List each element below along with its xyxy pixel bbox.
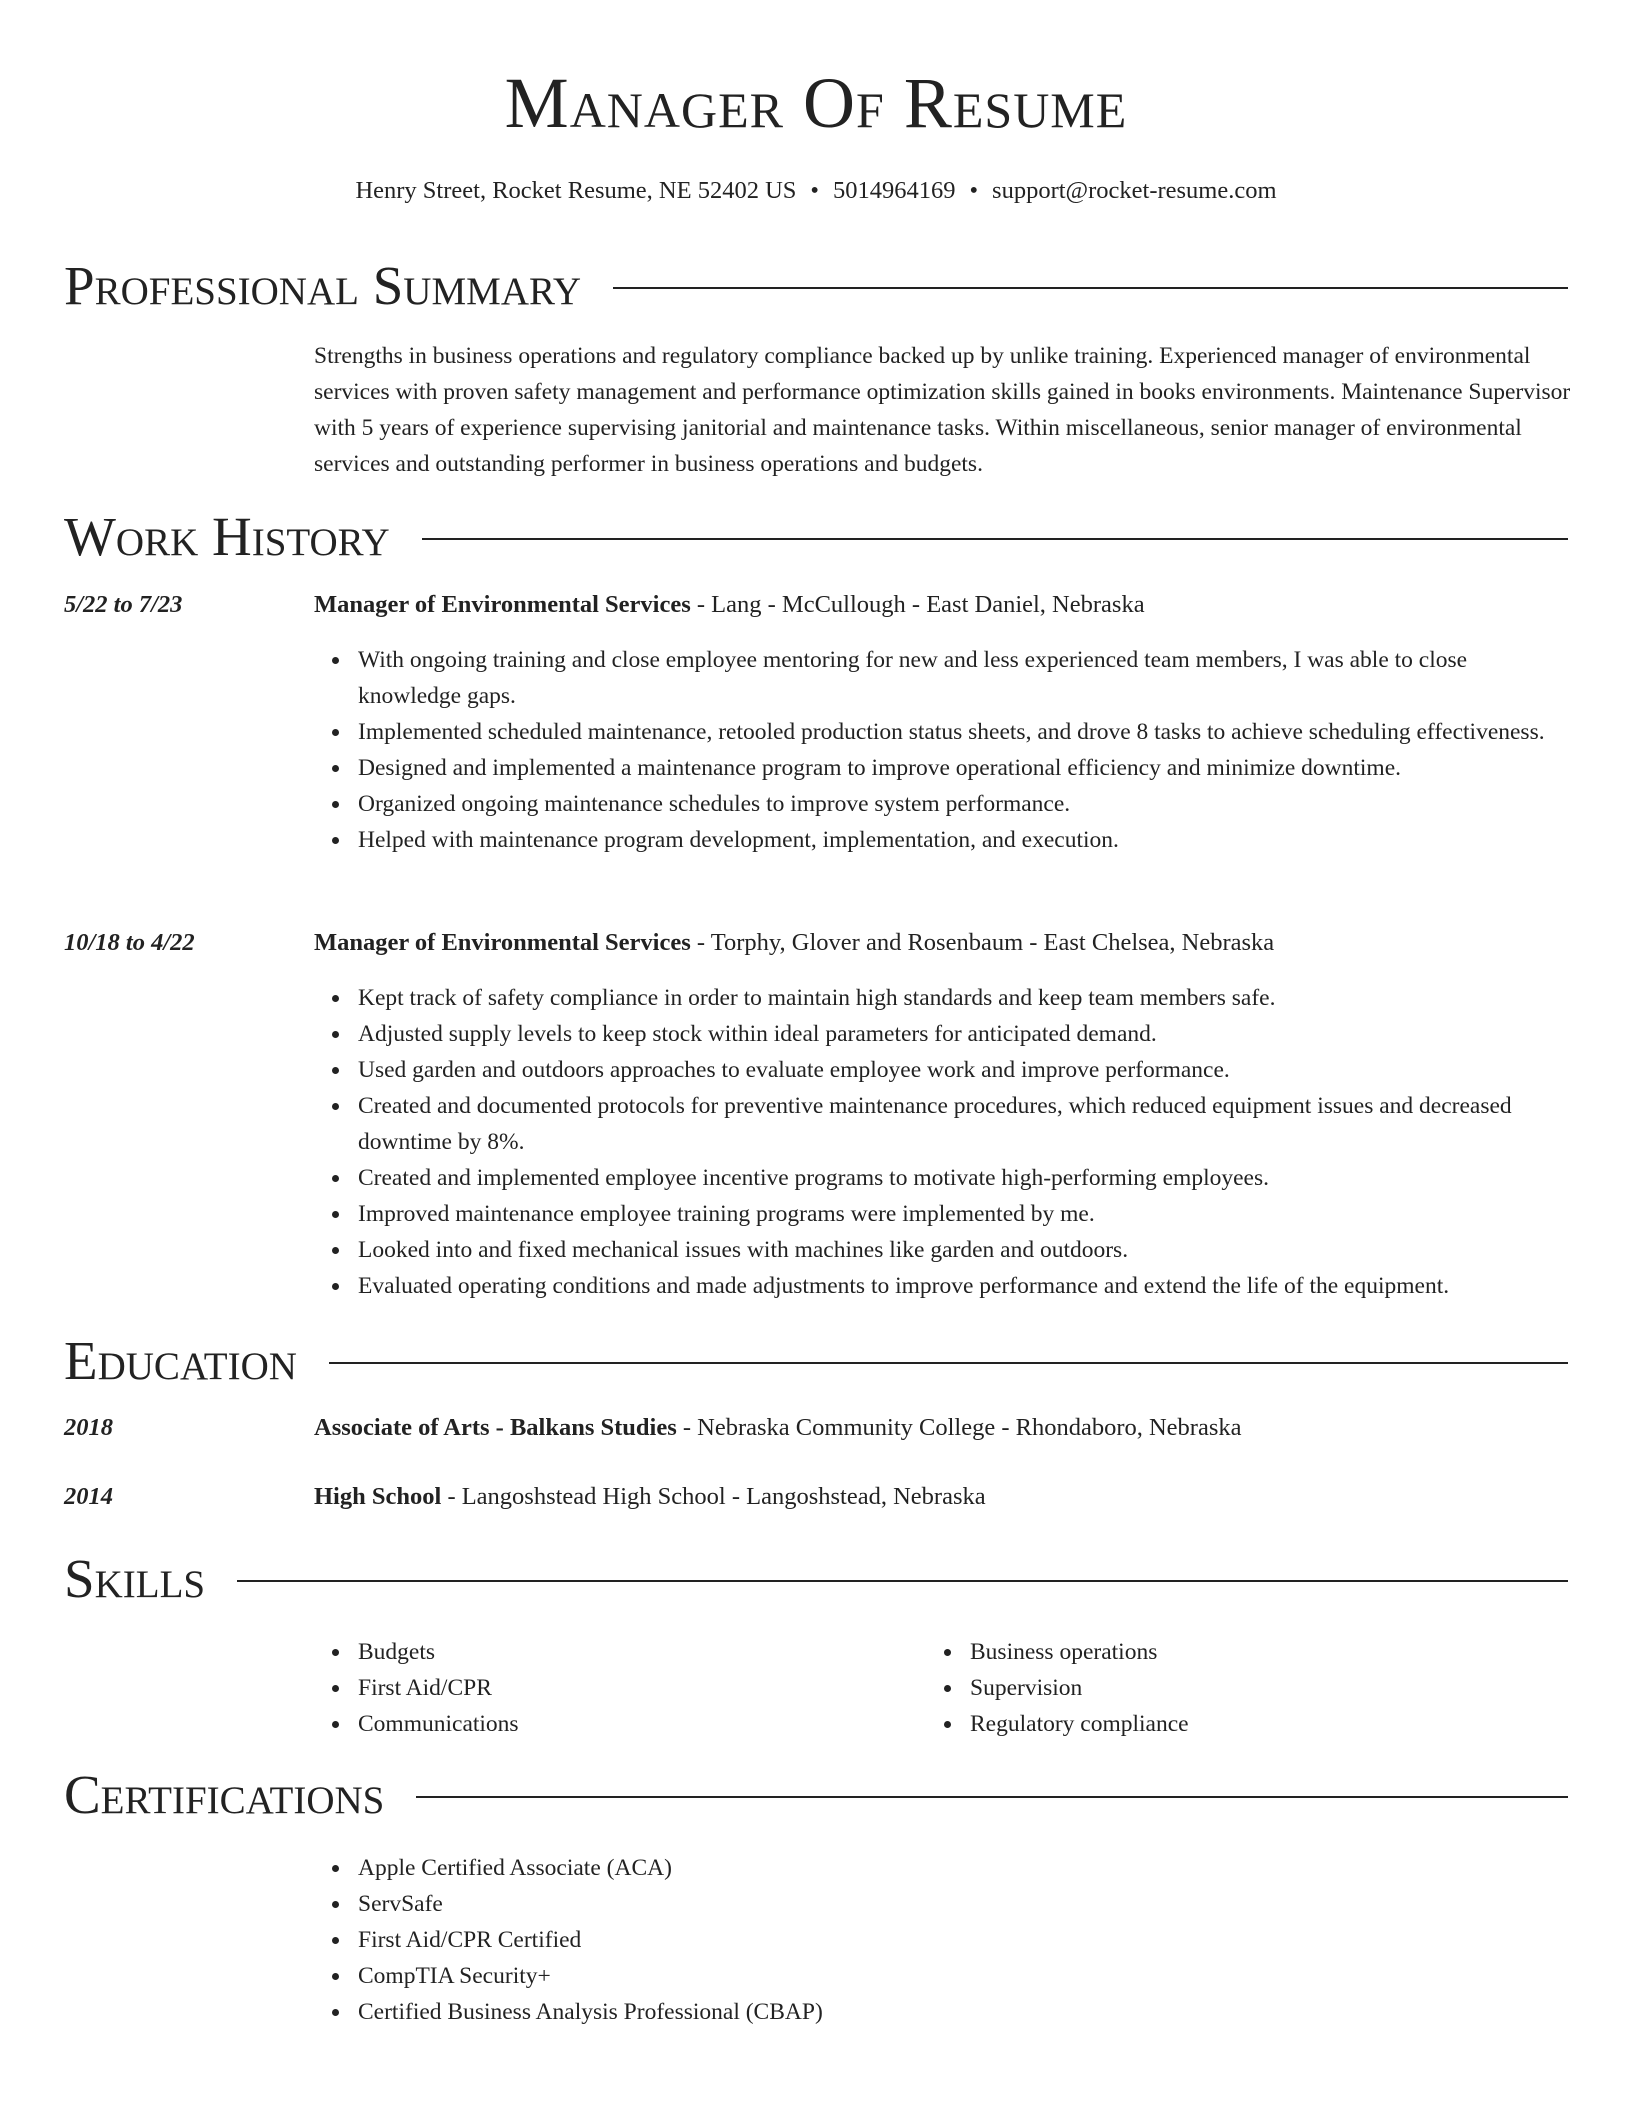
list-item: Looked into and fixed mechanical issues with machines like garden and outdoors. — [358, 1232, 1576, 1268]
certification-item: CompTIA Security+ — [358, 1958, 1576, 1994]
section-title-summary: Professional Summary — [64, 255, 582, 316]
section-divider — [329, 1362, 1568, 1364]
job-role: Manager of Environmental Services — [314, 591, 691, 618]
skill-item: First Aid/CPR — [358, 1670, 914, 1706]
job-title-line — [314, 928, 1274, 958]
job-details: - Torphy, Glover and Rosenbaum - East Chelsea, Nebraska — [690, 929, 1275, 956]
list-item: Helped with maintenance program development, implementation, and execution. — [358, 822, 1576, 858]
certifications-list — [314, 1850, 1576, 2030]
list-item: Improved maintenance employee training programs were implemented by me. — [358, 1196, 1576, 1232]
section-header-work-history — [64, 505, 1568, 569]
education-details: - Langoshstead High School - Langoshstead, Nebraska — [441, 1483, 986, 1510]
skill-item: Communications — [358, 1706, 914, 1742]
section-divider — [422, 538, 1568, 540]
list-item: Used garden and outdoors approaches to evaluate employee work and improve performance. — [358, 1052, 1576, 1088]
job-role: Manager of Environmental Services — [314, 929, 691, 956]
section-divider — [237, 1580, 1568, 1582]
education-details: - Nebraska Community College - Rhondaboro, Nebraska — [676, 1414, 1242, 1441]
contact-address: Henry Street, Rocket Resume, NE 52402 US — [355, 177, 797, 204]
skill-item: Regulatory compliance — [970, 1706, 1526, 1742]
list-item: Created and documented protocols for preventive maintenance procedures, which reduced equipment issues and decreased downtime by 8%. — [358, 1088, 1576, 1160]
skills-list-right — [926, 1634, 1526, 1742]
education-degree: High School — [314, 1483, 442, 1510]
skill-item: Business operations — [970, 1634, 1526, 1670]
section-header-education — [64, 1329, 1568, 1393]
job-dates: 5/22 to 7/23 — [64, 591, 183, 618]
contact-line — [0, 176, 1632, 206]
contact-phone: 5014964169 — [832, 177, 956, 204]
contact-email: support@rocket-resume.com — [992, 177, 1277, 204]
education-degree: Associate of Arts - Balkans Studies — [314, 1414, 677, 1441]
list-item: Designed and implemented a maintenance program to improve operational efficiency and minimize downtime. — [358, 750, 1576, 786]
job-title-line — [314, 590, 1145, 620]
education-year: 2018 — [64, 1414, 113, 1441]
certification-item: Apple Certified Associate (ACA) — [358, 1850, 1576, 1886]
section-divider — [613, 287, 1568, 289]
certification-item: Certified Business Analysis Professional (CBAP) — [358, 1994, 1576, 2030]
contact-separator: • — [810, 177, 819, 204]
skill-item: Supervision — [970, 1670, 1526, 1706]
section-header-summary — [64, 254, 1568, 318]
job-bullets — [314, 642, 1576, 858]
skills-list-left — [314, 1634, 914, 1742]
certification-item: First Aid/CPR Certified — [358, 1922, 1576, 1958]
list-item: Evaluated operating conditions and made adjustments to improve performance and extend the life of the equipment. — [358, 1268, 1576, 1304]
list-item: Adjusted supply levels to keep stock within ideal parameters for anticipated demand. — [358, 1016, 1576, 1052]
education-year: 2014 — [64, 1483, 113, 1510]
section-title-skills: Skills — [64, 1548, 206, 1609]
contact-separator: • — [969, 177, 979, 204]
list-item: With ongoing training and close employee mentoring for new and less experienced team members, I was able to close knowledge gaps. — [358, 642, 1576, 714]
skill-item: Budgets — [358, 1634, 914, 1670]
section-divider — [416, 1796, 1568, 1798]
section-header-skills — [64, 1547, 1568, 1611]
education-line — [314, 1482, 986, 1512]
list-item: Created and implemented employee incentive programs to motivate high-performing employees. — [358, 1160, 1576, 1196]
section-title-work-history: Work History — [64, 506, 390, 567]
job-details: - Lang - McCullough - East Daniel, Nebraska — [690, 591, 1145, 618]
list-item: Organized ongoing maintenance schedules to improve system performance. — [358, 786, 1576, 822]
certification-item: ServSafe — [358, 1886, 1576, 1922]
resume-name: Manager Of Resume — [504, 63, 1128, 143]
section-title-education: Education — [64, 1330, 297, 1391]
education-line — [314, 1413, 1242, 1443]
section-header-certifications — [64, 1763, 1568, 1827]
summary-text: Strengths in business operations and regulatory compliance backed up by unlike training. Experienced manager of environmental services with proven safety management and performance optimization skills gained in books environments. Maintenance Supervisor with 5 years of experience supervising janitorial and maintenance tasks. Within miscellaneous, senior manager of environmental services and outstanding performer in business operations and budgets. — [314, 343, 1571, 477]
job-bullets — [314, 980, 1576, 1304]
list-item: Implemented scheduled maintenance, retooled production status sheets, and drove 8 tasks to achieve scheduling effectiveness. — [358, 714, 1576, 750]
list-item: Kept track of safety compliance in order to maintain high standards and keep team members safe. — [358, 980, 1576, 1016]
job-dates: 10/18 to 4/22 — [64, 929, 195, 956]
section-title-certifications: Certifications — [64, 1764, 385, 1825]
